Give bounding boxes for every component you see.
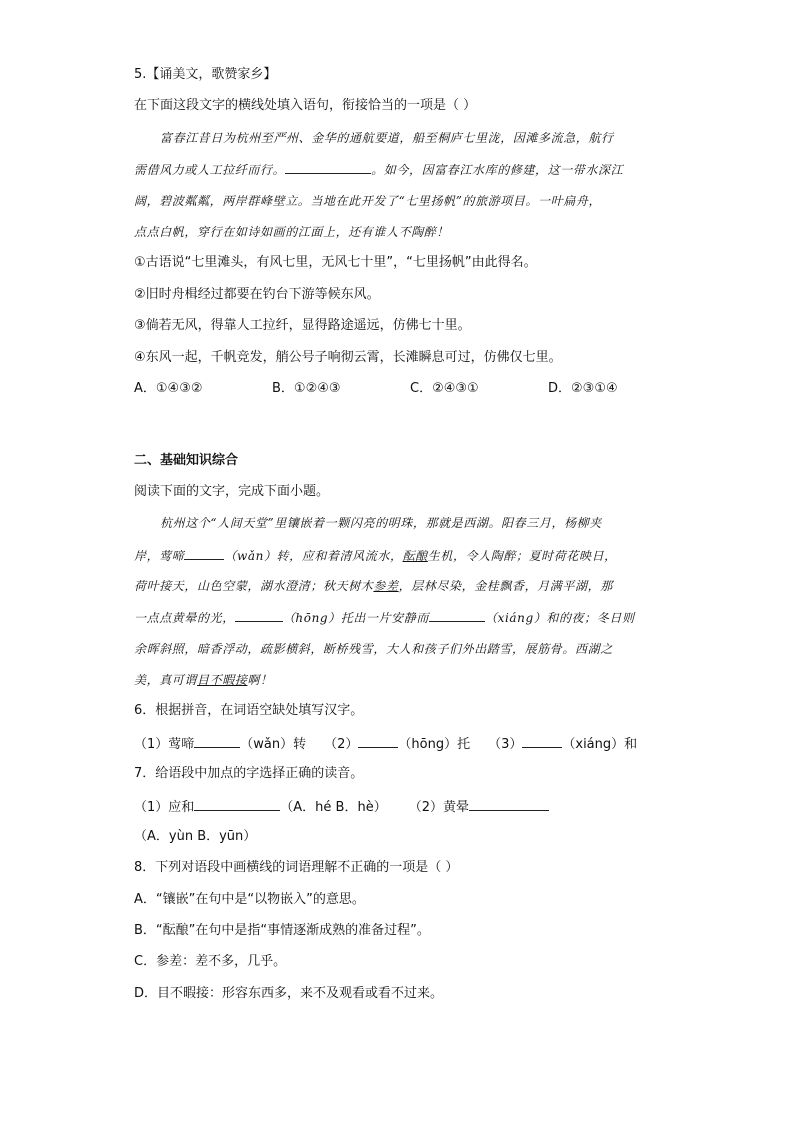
q5-option-c[interactable]: C．②④③① (410, 381, 479, 396)
q7-parts (134, 797, 549, 817)
q5-passage-line2 (134, 160, 623, 179)
underlined-word-mubuxiajie: 目不暇接 (197, 673, 248, 687)
section2-title: 二、基础知识综合 (134, 453, 239, 468)
s2-passage-line2 (134, 546, 617, 565)
q5-item-1: ①古语说“七里滩头，有风七里，无风七十里”，“七里扬帆”由此得名。 (134, 255, 537, 270)
q5-option-d[interactable]: D．②③①④ (548, 381, 618, 396)
blank-xiang[interactable] (429, 608, 485, 622)
passage-text: （wǎn）转，应和着清风流水， (224, 549, 403, 563)
q5-passage-text: 需借风力或人工拉纤而行。 (134, 163, 286, 177)
q7-part1-label: （1）应和 (134, 800, 195, 815)
q6-blanks (134, 734, 637, 754)
q7-title: 7．给语段中加点的字选择正确的读音。 (134, 766, 364, 781)
q6-blank-3[interactable] (522, 734, 562, 748)
q7-part1-choices: （A．hé B．hè） (280, 800, 387, 815)
underlined-word-yunniang: 酝酿 (402, 549, 428, 563)
q8-option-c[interactable]: C．参差：差不多，几乎。 (134, 954, 287, 969)
s2-passage-line6 (134, 671, 273, 689)
q5-blank[interactable] (285, 160, 371, 174)
blank-hong[interactable] (235, 608, 283, 622)
s2-passage-line5: 余晖斜照，暗香浮动，疏影横斜，断桥残雪，大人和孩子们外出踏雪，展筋骨。西湖之 (134, 642, 613, 656)
q6-part2-pinyin: （hōng）托 (398, 737, 471, 752)
q8-option-d[interactable]: D．目不暇接：形容东西多，来不及观看或看不过来。 (134, 986, 444, 1001)
q8-option-a[interactable]: A．“镶嵌”在句中是“以物嵌入”的意思。 (134, 892, 365, 907)
q7-part2-choices: （A．yùn B．yūn） (134, 829, 257, 844)
passage-text: 岸，莺啼 (134, 549, 185, 563)
q5-passage-text: 。如今，因富春江水库的修建，这一带水深江 (371, 163, 624, 177)
section2-instruction: 阅读下面的文字，完成下面小题。 (134, 484, 330, 499)
s2-passage-line3 (134, 577, 613, 595)
q6-part3-pinyin: （xiáng）和 (562, 737, 638, 752)
underlined-word-cenci: 参差 (373, 579, 399, 593)
q5-passage-line3: 阔，碧波粼粼，两岸群峰壁立。当地在此开发了“七里扬帆”的旅游项目。一叶扁舟， (134, 194, 602, 208)
q6-blank-2[interactable] (358, 734, 398, 748)
q5-item-2: ②旧时舟楫经过都要在钓台下游等候东风。 (134, 287, 380, 302)
q6-part1-pinyin: （wǎn）转 (240, 737, 307, 752)
q5-item-4: ④东风一起，千帆竞发，艄公号子响彻云霄，长滩瞬息可过，仿佛仅七里。 (134, 350, 562, 365)
q7-part2-label: （2）黄晕 (408, 800, 469, 815)
q5-option-a[interactable]: A．①④③② (134, 381, 203, 396)
q6-part2-label: （2） (324, 737, 359, 752)
q5-options (134, 380, 618, 398)
q6-title: 6．根据拼音，在词语空缺处填写汉字。 (134, 703, 364, 718)
q7-blank-2[interactable] (469, 797, 549, 811)
q7-blank-1[interactable] (194, 797, 280, 811)
q5-option-b[interactable]: B．①②④③ (272, 381, 341, 396)
q6-part1-label: （1）莺啼 (134, 737, 195, 752)
q5-passage-line1: 富春江昔日为杭州至严州、金华的通航要道，船至桐庐七里泷，因滩多流急，航行 (160, 131, 614, 145)
q5-prompt: 在下面这段文字的横线处填入语句，衔接恰当的一项是（ ） (134, 98, 477, 113)
q6-part3-label: （3） (488, 737, 523, 752)
passage-text: ，层林尽染，金桂飘香，月满平湖，那 (398, 579, 613, 593)
passage-text: 生机，令人陶醉；夏时荷花映日， (427, 549, 617, 563)
q5-title: 5.【诵美文，歌赞家乡】 (134, 67, 277, 82)
s2-passage-line1: 杭州这个“人间天堂”里镶嵌着一颗闪亮的明珠，那就是西湖。阳春三月，杨柳夹 (160, 516, 602, 530)
blank-wan[interactable] (184, 546, 224, 560)
s2-passage-line4 (134, 608, 635, 627)
passage-text: （xiáng）和的夜；冬日则 (484, 611, 635, 625)
passage-text: 一点点黄晕的光， (134, 611, 235, 625)
q5-item-3: ③倘若无风，得靠人工拉纤，显得路途遥远，仿佛七十里。 (134, 318, 471, 333)
passage-text: （hōng）托出一片安静而 (282, 611, 429, 625)
passage-text: 美，真可谓 (134, 673, 198, 687)
passage-text: 荷叶接天，山色空蒙，湖水澄清；秋天树木 (134, 579, 374, 593)
q6-blank-1[interactable] (194, 734, 240, 748)
q8-option-b[interactable]: B．“酝酿”在句中是指“事情逐渐成熟的准备过程”。 (134, 923, 430, 938)
q5-passage-line4: 点点白帆，穿行在如诗如画的江面上，还有谁人不陶醉！ (134, 225, 450, 239)
q8-title: 8．下列对语段中画横线的词语理解不正确的一项是（ ） (134, 860, 459, 875)
passage-text: 啊！ (247, 673, 273, 687)
